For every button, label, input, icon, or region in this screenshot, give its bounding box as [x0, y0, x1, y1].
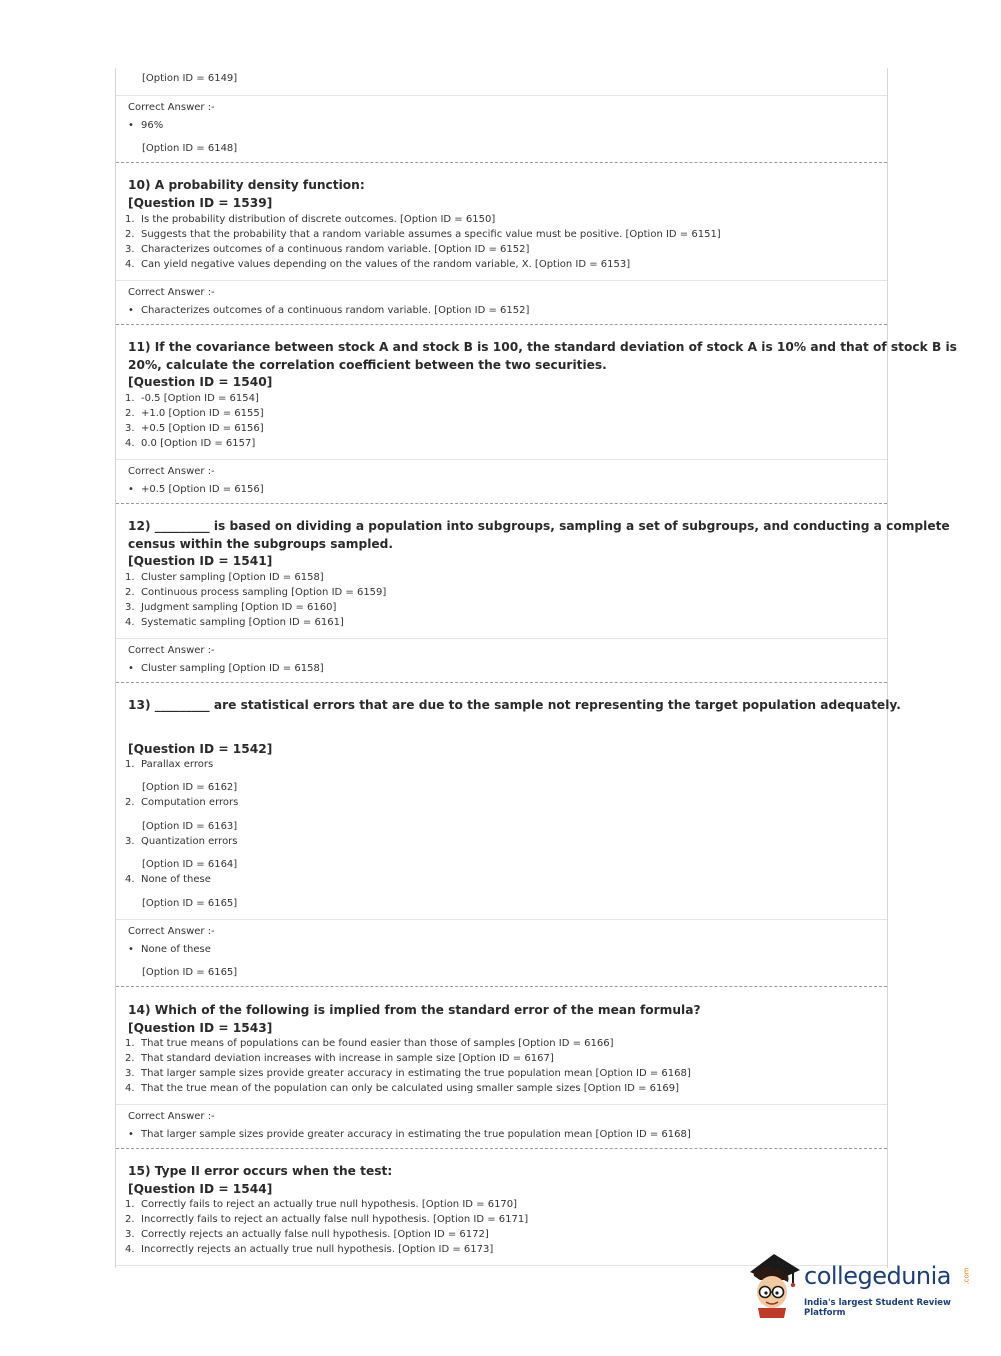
divider: [116, 638, 887, 639]
option-4: 4. Systematic sampling [Option ID = 6161]: [125, 617, 344, 628]
question-text-line2: census within the subgroups sampled.: [128, 537, 394, 551]
correct-answer: • Characterizes outcomes of a continuous random variable. [Option ID = 6152]: [128, 305, 530, 316]
option-4: 4. Can yield negative values depending on the values of the random variable, X. [Option ID = 6153]: [125, 259, 631, 270]
question-id: [Question ID = 1543]: [128, 1021, 273, 1035]
bullet-icon: •: [128, 944, 134, 955]
option-2: 2. Continuous process sampling [Option ID = 6159]: [125, 587, 387, 598]
option-2: 2. +1.0 [Option ID = 6155]: [125, 408, 264, 419]
option-3: 3. That larger sample sizes provide greater accuracy in estimating the true population mean [Option ID = 6168]: [125, 1068, 691, 1079]
bullet-icon: •: [128, 1129, 134, 1140]
answer-option-id: [Option ID = 6148]: [142, 143, 238, 154]
option-1: 1. That true means of populations can be found easier than those of samples [Option ID = 6166]: [125, 1038, 614, 1049]
question-id: [Question ID = 1540]: [128, 375, 273, 389]
mascot-icon: [744, 1250, 804, 1322]
question-separator: [116, 1148, 887, 1149]
option-3: 3. Correctly rejects an actually false null hypothesis. [Option ID = 6172]: [125, 1229, 489, 1240]
bullet-icon: •: [128, 484, 134, 495]
correct-answer-label: Correct Answer :-: [128, 1111, 215, 1122]
exam-page: [115, 68, 957, 1268]
option-2: 2. That standard deviation increases with increase in sample size [Option ID = 6167]: [125, 1053, 554, 1064]
correct-answer-label: Correct Answer :-: [128, 926, 215, 937]
correct-answer: • Cluster sampling [Option ID = 6158]: [128, 663, 324, 674]
option-1: 1. Parallax errors: [125, 759, 214, 770]
question-id: [Question ID = 1542]: [128, 742, 273, 756]
option-4: 4. Incorrectly rejects an actually true null hypothesis. [Option ID = 6173]: [125, 1244, 494, 1255]
correct-answer-label: Correct Answer :-: [128, 287, 215, 298]
question-text: 13) _________ are statistical errors that are due to the sample not representing the target population adequately.: [128, 698, 901, 712]
question-text: 10) A probability density function:: [128, 178, 365, 192]
question-separator: [116, 324, 887, 325]
option-4-id: [Option ID = 6165]: [142, 898, 238, 909]
divider: [116, 280, 887, 281]
option-4: 4. None of these: [125, 874, 211, 885]
question-text-line2: 20%, calculate the correlation coefficient between the two securities.: [128, 358, 607, 372]
question-separator: [116, 986, 887, 987]
option-1: 1. Correctly fails to reject an actually true null hypothesis. [Option ID = 6170]: [125, 1199, 518, 1210]
brand-tagline: India's largest Student Review Platform: [804, 1298, 951, 1318]
correct-answer: • That larger sample sizes provide greater accuracy in estimating the true population mean [Option ID = 6168]: [128, 1129, 691, 1140]
question-text: 15) Type II error occurs when the test:: [128, 1164, 393, 1178]
question-id: [Question ID = 1541]: [128, 554, 273, 568]
option-3: 3. Judgment sampling [Option ID = 6160]: [125, 602, 337, 613]
question-text-line1: 12) _________ is based on dividing a population into subgroups, sampling a set of subgroups, and conducting a complete: [128, 519, 950, 533]
brand-suffix: .com: [962, 1267, 971, 1285]
option-3: 3. +0.5 [Option ID = 6156]: [125, 423, 264, 434]
collegedunia-logo[interactable]: [744, 1250, 974, 1322]
option-3: 3. Quantization errors: [125, 836, 238, 847]
divider: [116, 919, 887, 920]
question-text-line1: 11) If the covariance between stock A and stock B is 100, the standard deviation of stock A is 10% and that of stock B is: [128, 340, 957, 354]
bullet-icon: •: [128, 305, 134, 316]
correct-answer: • None of these: [128, 944, 211, 955]
answer-option-id: [Option ID = 6165]: [142, 967, 238, 978]
option-3-id: [Option ID = 6164]: [142, 859, 238, 870]
option-1: 1. Cluster sampling [Option ID = 6158]: [125, 572, 324, 583]
question-text: 14) Which of the following is implied from the standard error of the mean formula?: [128, 1003, 701, 1017]
divider: [116, 459, 887, 460]
option-2: 2. Computation errors: [125, 797, 239, 808]
option-4: 4. 0.0 [Option ID = 6157]: [125, 438, 256, 449]
question-id: [Question ID = 1539]: [128, 196, 273, 210]
option-1-id: [Option ID = 6162]: [142, 782, 238, 793]
correct-answer-label: Correct Answer :-: [128, 102, 215, 113]
option-2: 2. Incorrectly fails to reject an actually false null hypothesis. [Option ID = 6171]: [125, 1214, 529, 1225]
correct-answer: [128, 120, 163, 131]
question-id: [Question ID = 1544]: [128, 1182, 273, 1196]
option-3: 3. Characterizes outcomes of a continuous random variable. [Option ID = 6152]: [125, 244, 530, 255]
option-1: 1. -0.5 [Option ID = 6154]: [125, 393, 259, 404]
option-id: [Option ID = 6149]: [142, 73, 238, 84]
answer-text: 96%: [141, 120, 164, 131]
bullet-icon: •: [128, 663, 134, 674]
option-4: 4. That the true mean of the population can only be calculated using smaller sample sizes [Option ID = 6169]: [125, 1083, 679, 1094]
divider: [116, 95, 887, 96]
question-separator: [116, 503, 887, 504]
brand-name: collegedunia: [804, 1262, 952, 1290]
question-separator: [116, 682, 887, 683]
correct-answer-label: Correct Answer :-: [128, 466, 215, 477]
correct-answer: • +0.5 [Option ID = 6156]: [128, 484, 264, 495]
divider: [116, 1104, 887, 1105]
option-2-id: [Option ID = 6163]: [142, 821, 238, 832]
correct-answer-label: Correct Answer :-: [128, 645, 215, 656]
question-separator: [116, 162, 887, 163]
option-1: 1. Is the probability distribution of discrete outcomes. [Option ID = 6150]: [125, 214, 496, 225]
option-2: 2. Suggests that the probability that a random variable assumes a specific value must be positive. [Option ID = 6151]: [125, 229, 721, 240]
bullet-icon: •: [128, 120, 134, 131]
